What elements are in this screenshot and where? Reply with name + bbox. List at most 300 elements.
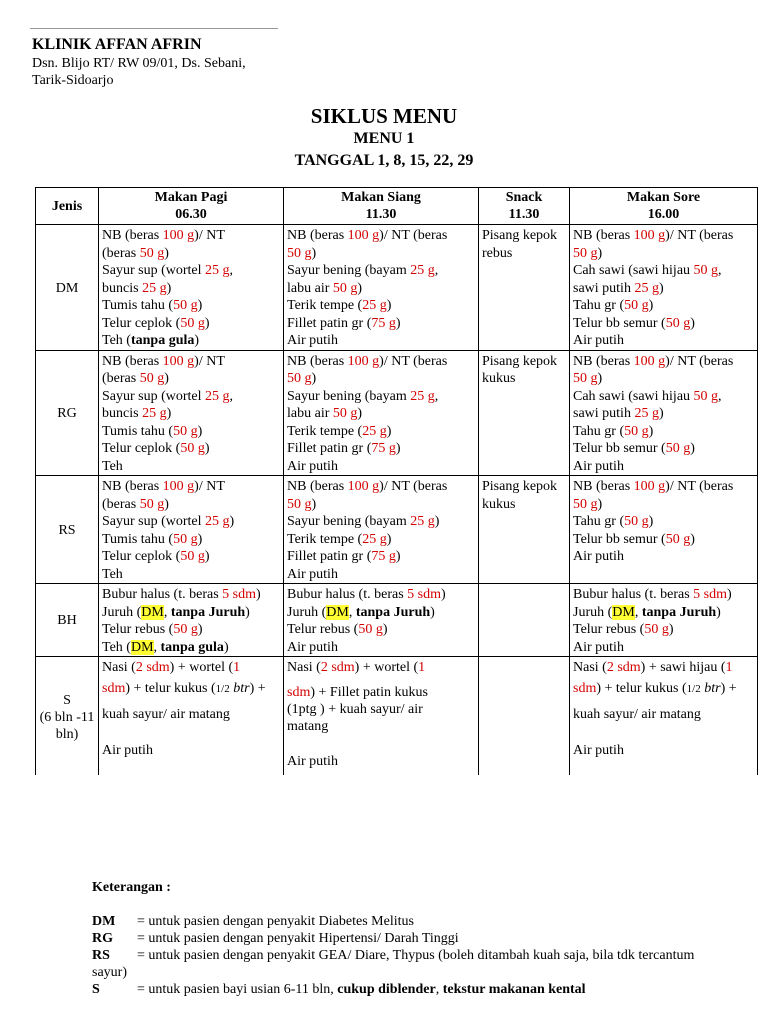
text: ) [395,315,401,331]
menu-line [573,423,754,441]
text: ) [597,371,603,386]
table-row [36,225,758,351]
qty: 75 g [371,315,396,331]
text: ) [194,333,200,348]
bold-text: tanpa Juruh [641,604,717,620]
text: ) [658,406,664,421]
text: Nasi ( [102,660,136,675]
row-label-s-note: (6 bln -11 bln) [39,709,95,742]
text: ) [164,245,169,261]
menu-line [102,423,280,441]
col-header-siang [284,188,479,225]
text: Tumis tahu ( [102,531,174,547]
menu-line [573,227,754,245]
menu-line [573,280,754,298]
menu-line [287,478,475,496]
menu-line [287,245,475,263]
text: ) [197,298,203,313]
cell-s-sore [570,657,758,776]
qty: 2 sdm [606,660,641,675]
menu-line [573,621,754,639]
legend-text: = untuk pasien dengan penyakit Diabetes Melitus [137,914,414,929]
cell-bh-siang [284,584,479,657]
text: sawi putih [573,406,635,421]
menu-line [102,370,280,388]
text: Tahu gr ( [573,514,625,529]
qty: 50 g [665,315,691,331]
text: )/ NT (beras [665,479,734,494]
text: ) [197,531,203,547]
col-header-snack-label: Snack [505,190,543,205]
text: ) [690,315,695,331]
text: ) [166,406,172,421]
menu-line [573,478,754,496]
text: Fillet patin gr ( [287,441,372,456]
qty: 25 g [205,263,230,278]
qty: 50 g [139,496,165,512]
text: Bubur halus (t. beras [573,587,694,602]
text: Cah sawi (sawi hijau [573,388,694,404]
text: ) + Fillet patin kukus [310,685,428,700]
text: NB (beras [573,479,634,494]
text: Telur ceplok ( [102,441,181,456]
menu-line: Teh [102,458,123,474]
text: , [163,604,171,620]
qty: sdm [102,681,126,696]
text: Cah sawi (sawi hijau [573,263,694,278]
text: ) [204,441,210,456]
col-header-sore [570,188,758,225]
bold-text: tanpa gula [130,333,195,348]
col-header-sore-label: Makan Sore [626,190,701,205]
text: ) [668,622,674,637]
qty: 25 g [362,531,387,547]
cell-bh-pagi [99,584,284,657]
menu-line: Air putih [573,549,624,564]
qty: 50 g [173,423,198,439]
text: ) [690,531,695,547]
row-label-rs: RS [36,476,99,584]
text: ) [690,441,695,456]
text: NB (beras [287,353,348,369]
text: ) [727,587,732,602]
text: NB (beras [287,228,348,243]
text: Fillet patin gr ( [287,549,372,564]
qty: 50 g [287,496,312,512]
text: ) [386,531,392,547]
col-header-snack [479,188,570,225]
text: ) [430,604,435,620]
legend-heading: Keterangan : [92,880,171,895]
legend-text: , [435,982,443,997]
legend-bold-text: cukup diblender [337,982,436,997]
qty: 50 g [693,263,719,278]
qty: 50 g [358,622,383,637]
qty: 100 g [633,353,666,369]
qty: 50 g [287,371,312,386]
menu-line [287,262,475,280]
legend-spacer [92,896,732,913]
text: ) [395,441,401,456]
text: Telur bb semur ( [573,441,666,456]
col-header-jenis [36,188,99,225]
qty: 50 g [644,622,669,637]
text: Juruh ( [102,604,142,620]
text: ) + [720,681,737,696]
text: Terik tempe ( [287,423,363,439]
menu-line [573,245,754,263]
table-row [36,476,758,584]
legend-item-rg [92,930,732,947]
menu-line: Air putih [102,743,153,758]
text: ) [716,604,721,620]
menu-line [287,496,475,514]
text: NB (beras [102,228,163,243]
menu-line [287,423,475,441]
menu-line [573,531,754,549]
text: ) [434,514,440,529]
menu-line: Teh [102,566,123,582]
text: Nasi ( [287,660,321,675]
table-header-row [36,188,758,225]
qty: 75 g [371,549,396,564]
qty: 1 [725,660,733,675]
menu-line [573,604,754,622]
qty: 50 g [287,245,312,261]
text: )/ NT (beras [379,353,448,369]
text: ) [648,423,654,439]
text: ) [164,496,169,512]
row-label-rg: RG [36,350,99,476]
row-label-dm: DM [36,225,99,351]
menu-line [573,496,754,514]
text: Terik tempe ( [287,531,363,547]
text: buncis [102,406,143,421]
cell-dm-siang [284,225,479,351]
text: Tumis tahu ( [102,298,174,313]
qty: 25 g [634,406,659,421]
cell-rs-pagi [99,476,284,584]
menu-line [573,676,754,702]
qty: 50 g [693,388,719,404]
clinic-address-line2: Tarik-Sidoarjo [32,73,114,88]
menu-line [102,531,280,549]
document-titles [0,103,768,173]
text: Telur ceplok ( [102,549,181,564]
qty: 25 g [410,514,435,529]
text: , [718,388,722,404]
bold-text: tanpa Juruh [170,604,246,620]
qty: 50 g [573,496,598,512]
qty: 25 g [362,298,387,313]
cell-rs-sore [570,476,758,584]
text: Telur bb semur ( [573,531,666,547]
row-label-s-code: S [63,692,71,708]
menu-line [573,388,754,406]
menu-line: Air putih [287,754,338,769]
menu-line [287,531,475,549]
qty: 50 g [180,441,205,456]
menu-line [573,659,754,676]
qty: 25 g [410,388,435,404]
menu-line [573,262,754,280]
legend-key: RG [92,931,113,946]
menu-line: Air putih [573,333,624,348]
legend-notes [92,879,732,998]
menu-line: Air putih [287,333,338,348]
text: ) [223,639,229,655]
text: ) [256,587,261,602]
text: ) [648,298,654,313]
text: Juruh ( [573,604,613,620]
menu-line [102,478,280,496]
text: (beras [102,496,140,512]
text: (beras [102,371,140,386]
menu-table [35,187,758,775]
text: (beras [102,245,140,261]
text: ) [311,371,317,386]
text: NB (beras [102,353,163,369]
legend-bold-text: tekstur makanan kental [442,982,586,997]
menu-line [287,353,475,371]
qty: 50 g [139,245,165,261]
text: ) [648,514,654,529]
menu-line: kuah sayur/ air matang [573,707,701,722]
qty: 100 g [347,228,380,243]
document-title: SIKLUS MENU [310,104,458,128]
text: ) [441,587,446,602]
qty: 100 g [162,228,195,243]
text: )/ NT [194,479,225,494]
text: NB (beras [573,353,634,369]
menu-line [287,297,475,315]
text: Teh ( [102,333,131,348]
qty: 100 g [162,353,195,369]
qty: 75 g [371,441,396,456]
text: labu air [287,280,333,296]
col-header-snack-time: 11.30 [508,207,540,222]
text: ) [386,298,392,313]
col-header-sore-time: 16.00 [647,207,680,222]
qty: 1 [418,660,426,675]
cell-dm-sore [570,225,758,351]
qty: 1 [233,660,241,675]
text: buncis [102,280,143,296]
menu-line: Air putih [573,639,624,655]
qty: 25 g [205,388,230,404]
text: , [348,604,356,620]
text: Telur bb semur ( [573,315,666,331]
text: )/ NT (beras [379,479,448,494]
text: ) [395,549,401,564]
legend-item-s [92,981,732,998]
menu-line [287,586,475,604]
menu-line: Air putih [287,458,338,474]
highlight: DM [130,639,154,655]
clinic-address-line1: Dsn. Blijo RT/ RW 09/01, Ds. Sebani, [32,56,246,71]
highlight: DM [141,604,164,620]
qty: 50 g [139,371,165,386]
text: NB (beras [102,479,163,494]
text: ) [197,423,203,439]
menu-line [573,513,754,531]
text: , [229,263,234,278]
text: Sayur sup (wortel [102,388,206,404]
menu-line [573,297,754,315]
text: ) + wortel ( [169,660,234,675]
menu-line [102,245,280,263]
qty: 25 g [634,280,659,296]
qty: 50 g [332,406,358,421]
cell-s-snack [479,657,570,776]
menu-line [102,496,280,514]
cell-rg-siang [284,350,479,476]
cell-bh-snack [479,584,570,657]
text: Sayur sup (wortel [102,263,206,278]
menu-line [287,684,475,701]
bold-text: tanpa Juruh [355,604,431,620]
legend-text: = untuk pasien dengan penyakit Hipertensi/ Darah Tinggi [137,931,459,946]
qty: 50 g [573,245,598,261]
text: Teh ( [102,639,131,655]
text: ) [311,496,317,512]
menu-line [287,280,475,298]
text: ) [311,245,317,261]
clinic-header [32,35,246,89]
text: Bubur halus (t. beras [287,587,408,602]
menu-line [102,659,280,676]
italic-text: btr [229,681,250,696]
qty: 100 g [633,479,666,494]
text: ) [597,245,603,261]
menu-line [102,280,280,298]
menu-line [287,405,475,423]
menu-line [102,676,280,702]
text: ) [382,622,388,637]
menu-line: kuah sayur/ air matang [102,707,230,722]
menu-line [287,388,475,406]
qty: 25 g [142,406,167,421]
highlight: DM [612,604,635,620]
menu-line: Air putih [573,458,624,474]
text: , [434,388,439,404]
text: ) + wortel ( [354,660,419,675]
text: Telur rebus ( [573,622,645,637]
text: )/ NT [194,228,225,243]
menu-line [287,315,475,333]
cell-rg-snack: Pisang kepok kukus [479,350,570,476]
text: ) [164,371,169,386]
menu-line [573,405,754,423]
text: ) [197,622,203,637]
table-row [36,350,758,476]
qty: 50 g [180,549,205,564]
menu-line [287,440,475,458]
qty: 50 g [173,531,198,547]
qty: sdm [573,681,597,696]
text: )/ NT (beras [665,228,734,243]
text: , [434,263,439,278]
col-header-siang-time: 11.30 [365,207,397,222]
text: ) + telur kukus ( [596,681,687,696]
text: NB (beras [573,228,634,243]
highlight: DM [326,604,349,620]
text: Tahu gr ( [573,298,625,313]
text: ) [357,406,363,421]
col-header-siang-label: Makan Siang [341,190,421,205]
menu-number: MENU 1 [353,130,415,147]
col-header-pagi-time: 06.30 [175,207,207,222]
menu-line [102,440,280,458]
text: Bubur halus (t. beras [102,587,223,602]
qty: 50 g [624,423,649,439]
menu-line [102,332,280,350]
qty: 50 g [665,441,691,456]
text: ) [204,549,210,564]
qty: 100 g [347,353,380,369]
clinic-name: KLINIK AFFAN AFRIN [32,36,202,53]
fraction: 1/2 [215,683,230,695]
cell-dm-pagi [99,225,284,351]
text: Fillet patin gr ( [287,315,372,331]
text: Sayur bening (bayam [287,514,411,529]
cell-rs-snack: Pisang kepok kukus [479,476,570,584]
text: ) + [249,681,266,696]
table-row [36,657,758,776]
cell-rs-siang [284,476,479,584]
text: , [229,388,234,404]
text: )/ NT [194,353,225,369]
text: Juruh ( [287,604,327,620]
text: Telur rebus ( [102,622,174,637]
menu-line [102,604,280,622]
menu-line [287,227,475,245]
qty: 50 g [180,315,205,331]
menu-dates: TANGGAL 1, 8, 15, 22, 29 [294,152,474,169]
text: , [634,604,642,620]
row-label-bh: BH [36,584,99,657]
menu-line [573,440,754,458]
legend-item-dm [92,913,732,930]
menu-line [287,370,475,388]
menu-line [287,548,475,566]
qty: 2 sdm [320,660,355,675]
qty: 25 g [205,514,230,529]
menu-line [102,297,280,315]
qty: 50 g [173,298,198,313]
qty: 100 g [347,479,380,494]
text: Tahu gr ( [573,423,625,439]
qty: 100 g [633,228,666,243]
legend-item-rs [92,947,732,981]
qty: 25 g [410,263,435,278]
menu-line [287,513,475,531]
menu-line [573,353,754,371]
text: Tumis tahu ( [102,423,174,439]
cell-s-pagi [99,657,284,776]
text: ) + sawi hijau ( [640,660,726,675]
text: Telur ceplok ( [102,315,181,331]
qty: 100 g [162,479,195,494]
qty: 50 g [173,622,198,637]
text: ) [166,280,172,296]
qty: 25 g [142,280,167,296]
legend-key: S [92,982,100,997]
text: )/ NT (beras [379,228,448,243]
text: Sayur bening (bayam [287,263,411,278]
text: Nasi ( [573,660,607,675]
bold-text: tanpa gula [160,639,224,655]
